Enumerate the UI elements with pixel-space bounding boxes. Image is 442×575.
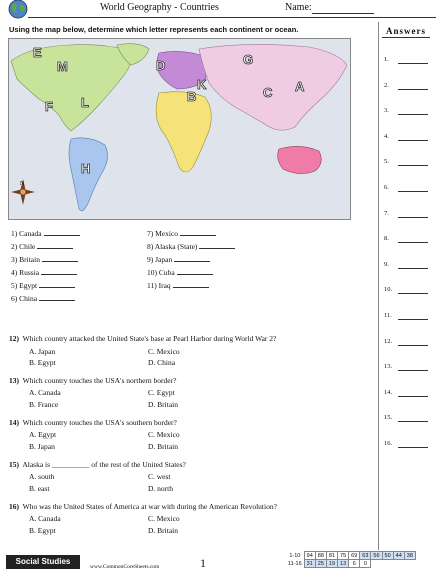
word-item: 10) Cuba <box>147 267 213 277</box>
compass-n-label: N <box>20 181 25 187</box>
answer-line[interactable] <box>398 345 428 346</box>
answer-number: 7. <box>384 209 389 217</box>
score-row <box>286 552 415 560</box>
answer-number: 5. <box>384 158 389 166</box>
name-field[interactable] <box>312 13 374 14</box>
option[interactable]: B. Egypt <box>29 358 56 367</box>
option[interactable]: A. Canada <box>29 514 61 523</box>
answer-row <box>384 158 432 165</box>
australia-region <box>278 146 322 173</box>
answer-line[interactable] <box>398 89 428 90</box>
word-item: 7) Mexico <box>147 228 216 238</box>
option[interactable]: B. east <box>29 484 50 493</box>
answer-number: 11. <box>384 312 392 319</box>
answer-number: 2. <box>384 81 389 89</box>
answer-blank[interactable] <box>177 267 213 275</box>
word-item: 4) Russia <box>11 267 77 277</box>
word-item: 8) Alaska (State) <box>147 241 235 251</box>
answer-line[interactable] <box>398 319 428 320</box>
answer-row <box>384 210 432 217</box>
answer-number: 15. <box>384 414 393 422</box>
answer-line[interactable] <box>398 268 428 269</box>
score-cell: 88 <box>315 552 326 560</box>
answer-blank[interactable] <box>173 280 209 288</box>
score-cell: 31 <box>304 560 315 568</box>
score-row <box>286 560 415 568</box>
instructions: Using the map below, determine which letter represents each continent or ocean. <box>9 25 299 34</box>
map-label-c: C <box>263 85 273 100</box>
subject-badge: Social Studies <box>6 555 80 569</box>
map-label-l: L <box>81 95 89 110</box>
answer-row <box>384 414 432 421</box>
option[interactable]: C. Mexico <box>148 430 180 439</box>
answer-blank[interactable] <box>174 254 210 262</box>
option[interactable]: A. Egypt <box>29 430 57 439</box>
option[interactable]: C. Mexico <box>148 514 180 523</box>
score-row-label: 1-10 <box>289 552 301 559</box>
option[interactable]: A. Japan <box>29 347 56 356</box>
option[interactable]: D. China <box>148 358 176 367</box>
answer-row <box>384 235 432 242</box>
score-cell: 56 <box>371 552 382 560</box>
answer-row <box>384 286 432 293</box>
answer-row <box>384 389 432 396</box>
answer-blank[interactable] <box>39 293 75 301</box>
answer-blank[interactable] <box>199 241 235 249</box>
answer-number: 1. <box>384 56 389 63</box>
map-label-e: E <box>33 45 42 60</box>
answer-line[interactable] <box>398 396 428 397</box>
score-cell: 63 <box>360 552 371 560</box>
score-cell: 19 <box>326 560 337 568</box>
north-america-region <box>11 45 132 131</box>
header-rule <box>28 17 436 18</box>
map-label-k: K <box>197 77 207 92</box>
option[interactable]: A. Canada <box>29 388 61 397</box>
answer-line[interactable] <box>398 114 428 115</box>
answer-number: 12. <box>384 337 393 345</box>
map-label-b: B <box>187 89 197 104</box>
score-cell: 13 <box>338 560 349 568</box>
word-item: 2) Chile <box>11 241 73 251</box>
answer-number: 13. <box>384 363 393 371</box>
option[interactable]: C. Mexico <box>148 347 180 356</box>
asia-region <box>199 44 347 130</box>
answer-line[interactable] <box>398 140 428 141</box>
option[interactable]: D. Britain <box>148 400 178 409</box>
option[interactable]: D. Britain <box>148 442 178 451</box>
score-cell: 6 <box>349 560 360 568</box>
score-cell: 75 <box>338 552 349 560</box>
option[interactable]: C. west <box>148 472 171 481</box>
map-label-d: D <box>156 58 166 73</box>
option[interactable]: C. Egypt <box>148 388 175 397</box>
answer-line[interactable] <box>398 165 428 166</box>
word-item: 11) Iraq <box>147 280 209 290</box>
answer-number: 3. <box>384 107 389 115</box>
answer-line[interactable] <box>398 447 428 448</box>
option[interactable]: B. France <box>29 400 59 409</box>
answer-blank[interactable] <box>41 267 77 275</box>
answer-number: 9. <box>384 260 389 268</box>
map-label-m: M <box>57 59 68 74</box>
map-label-f: F <box>45 99 53 114</box>
globe-icon <box>6 0 30 20</box>
score-cell: 81 <box>326 552 337 560</box>
answer-row <box>384 363 432 370</box>
answer-line[interactable] <box>398 293 428 294</box>
map-label-g: G <box>243 52 254 67</box>
answer-row <box>384 338 432 345</box>
africa-region <box>156 92 211 172</box>
worksheet-title: World Geography - Countries <box>100 2 219 13</box>
answer-blank[interactable] <box>44 228 80 236</box>
answer-number: 4. <box>384 132 389 140</box>
score-cell: 44 <box>393 552 404 560</box>
answer-blank[interactable] <box>42 254 78 262</box>
option[interactable]: D. Britain <box>148 526 178 535</box>
answer-line[interactable] <box>398 242 428 243</box>
word-item: 3) Britain <box>11 254 78 264</box>
answer-line[interactable] <box>398 421 428 422</box>
word-item: 9) Japan <box>147 254 210 264</box>
word-item: 5) Egypt <box>11 280 75 290</box>
answer-row <box>384 107 432 114</box>
score-cell: 0 <box>360 560 371 568</box>
world-map <box>8 38 351 220</box>
compass-rose-icon <box>11 179 35 205</box>
answer-row <box>384 261 432 268</box>
site-url: www.CommonCoreSheets.com <box>90 564 160 570</box>
answer-number: 8. <box>384 235 389 243</box>
answer-row <box>384 440 432 447</box>
page-number: 1 <box>200 556 206 570</box>
answer-number: 14. <box>384 388 393 396</box>
score-cell: 50 <box>382 552 393 560</box>
name-label: Name: <box>285 2 312 13</box>
answer-blank[interactable] <box>37 241 73 249</box>
answer-number: 10. <box>384 286 393 294</box>
answer-row <box>384 312 432 319</box>
map-label-h: H <box>81 161 91 176</box>
answer-row <box>384 184 432 191</box>
score-cell: 25 <box>315 560 326 568</box>
answer-line[interactable] <box>398 191 428 192</box>
score-cell: 69 <box>349 552 360 560</box>
option[interactable]: D. north <box>148 484 173 493</box>
answer-blank[interactable] <box>180 228 216 236</box>
answer-line[interactable] <box>398 370 428 371</box>
answer-row <box>384 82 432 89</box>
word-item: 1) Canada <box>11 228 80 238</box>
score-row-label: 11-16 <box>288 560 302 567</box>
word-item: 6) China <box>11 293 75 303</box>
option[interactable]: B. Japan <box>29 442 55 451</box>
option[interactable]: B. Egypt <box>29 526 56 535</box>
answer-number: 6. <box>384 184 389 191</box>
answer-number: 16. <box>384 440 393 447</box>
answer-blank[interactable] <box>39 280 75 288</box>
score-cell: 94 <box>304 552 315 560</box>
answer-line[interactable] <box>398 217 428 218</box>
option[interactable]: A. south <box>29 472 55 481</box>
map-label-a: A <box>295 79 305 94</box>
answer-row <box>384 56 432 63</box>
answer-line[interactable] <box>398 63 428 64</box>
answer-row <box>384 133 432 140</box>
answers-title: Answers <box>382 26 430 38</box>
score-cell: 38 <box>404 552 415 560</box>
score-table <box>286 551 416 568</box>
